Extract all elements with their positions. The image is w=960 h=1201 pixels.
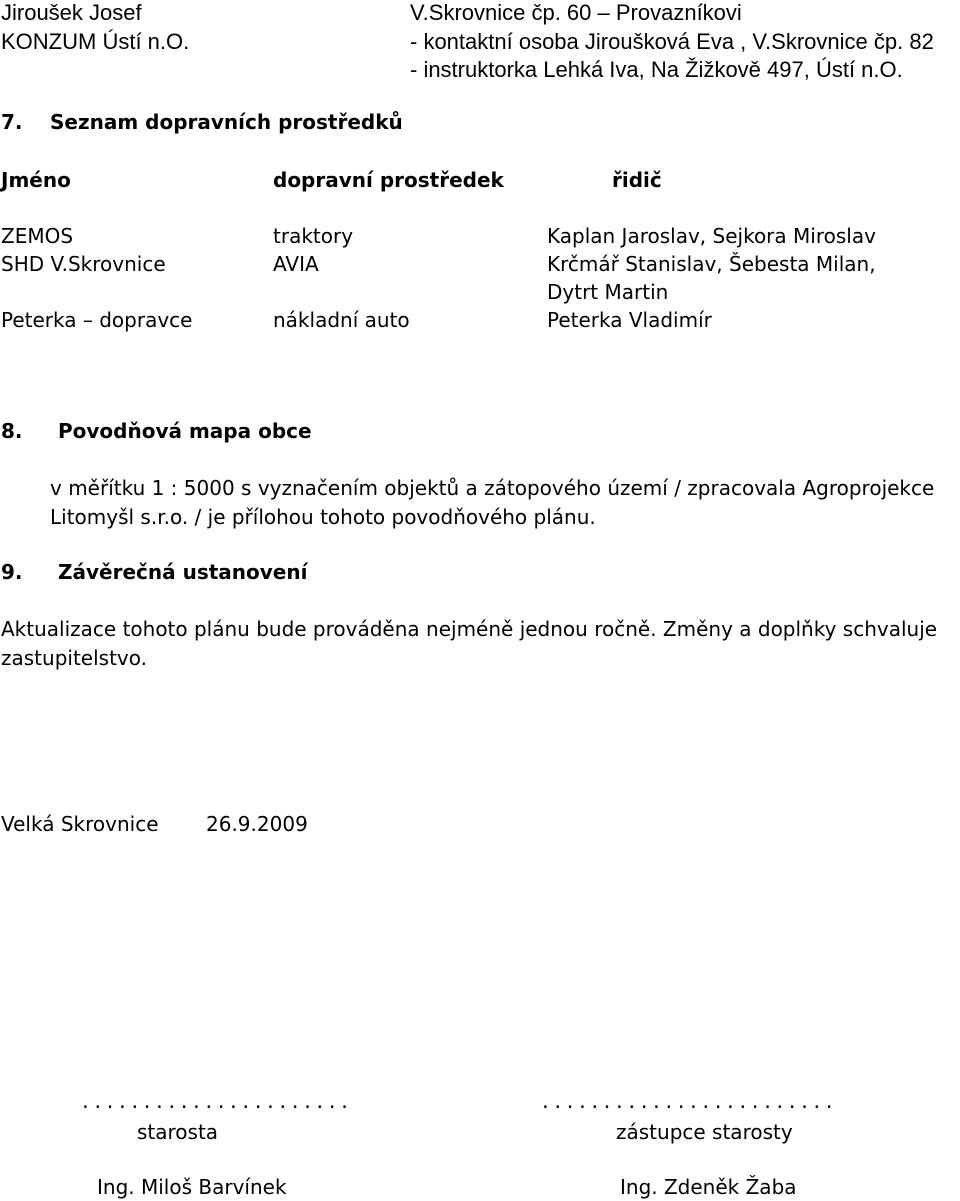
table-cell-driver: Kaplan Jaroslav, Sejkora Miroslav [547, 224, 876, 248]
table-header-vehicle: dopravní prostředek [273, 168, 504, 192]
header-contact-line1: V.Skrovnice čp. 60 – Provazníkovi [410, 0, 742, 25]
table-header-driver: řidič [612, 168, 662, 192]
section9-title: Závěrečná ustanovení [58, 560, 308, 584]
section8-number: 8. [1, 419, 23, 443]
signing-date: 26.9.2009 [206, 812, 308, 836]
signature-name-right: Ing. Zdeněk Žaba [620, 1175, 797, 1199]
section9-text-line2: zastupitelstvo. [1, 646, 147, 670]
section8-text-line2: Litomyšl s.r.o. / je přílohou tohoto povodňového plánu. [50, 505, 596, 529]
table-cell-vehicle: AVIA [273, 252, 319, 276]
section9-text-line1: Aktualizace tohoto plánu bude prováděna nejméně jednou ročně. Změny a doplňky schvaluje [1, 617, 938, 641]
table-cell-name: Peterka – dopravce [1, 308, 193, 332]
signature-name-left: Ing. Miloš Barvínek [97, 1175, 287, 1199]
section7-number: 7. [1, 110, 23, 134]
header-contact-line2: - kontaktní osoba Jiroušková Eva , V.Skrovnice čp. 82 [410, 29, 934, 54]
signature-role-right: zástupce starosty [616, 1120, 793, 1144]
signature-line-left: ...................... [80, 1092, 352, 1113]
table-cell-vehicle: nákladní auto [273, 308, 410, 332]
table-cell-driver-continued: Dytrt Martin [547, 280, 669, 304]
table-cell-driver: Krčmář Stanislav, Šebesta Milan, [547, 252, 876, 276]
header-sender-org: KONZUM Ústí n.O. [1, 29, 190, 54]
section8-title: Povodňová mapa obce [58, 419, 312, 443]
section8-text-line1: v měřítku 1 : 5000 s vyznačením objektů a zátopového území / zpracovala Agroprojekce [50, 476, 935, 500]
signature-role-left: starosta [137, 1120, 219, 1144]
signature-line-right: ........................ [540, 1092, 837, 1113]
header-sender-name: Jiroušek Josef [1, 0, 142, 25]
table-cell-vehicle: traktory [273, 224, 354, 248]
header-contact-line3: - instruktorka Lehká Iva, Na Žižkově 497, Ústí n.O. [410, 57, 903, 82]
table-cell-name: ZEMOS [1, 224, 74, 248]
section7-title: Seznam dopravních prostředků [50, 110, 403, 134]
signing-place: Velká Skrovnice [1, 812, 159, 836]
section9-number: 9. [1, 560, 23, 584]
table-header-name: Jméno [1, 168, 71, 192]
table-cell-driver: Peterka Vladimír [547, 308, 712, 332]
table-cell-name: SHD V.Skrovnice [1, 252, 166, 276]
